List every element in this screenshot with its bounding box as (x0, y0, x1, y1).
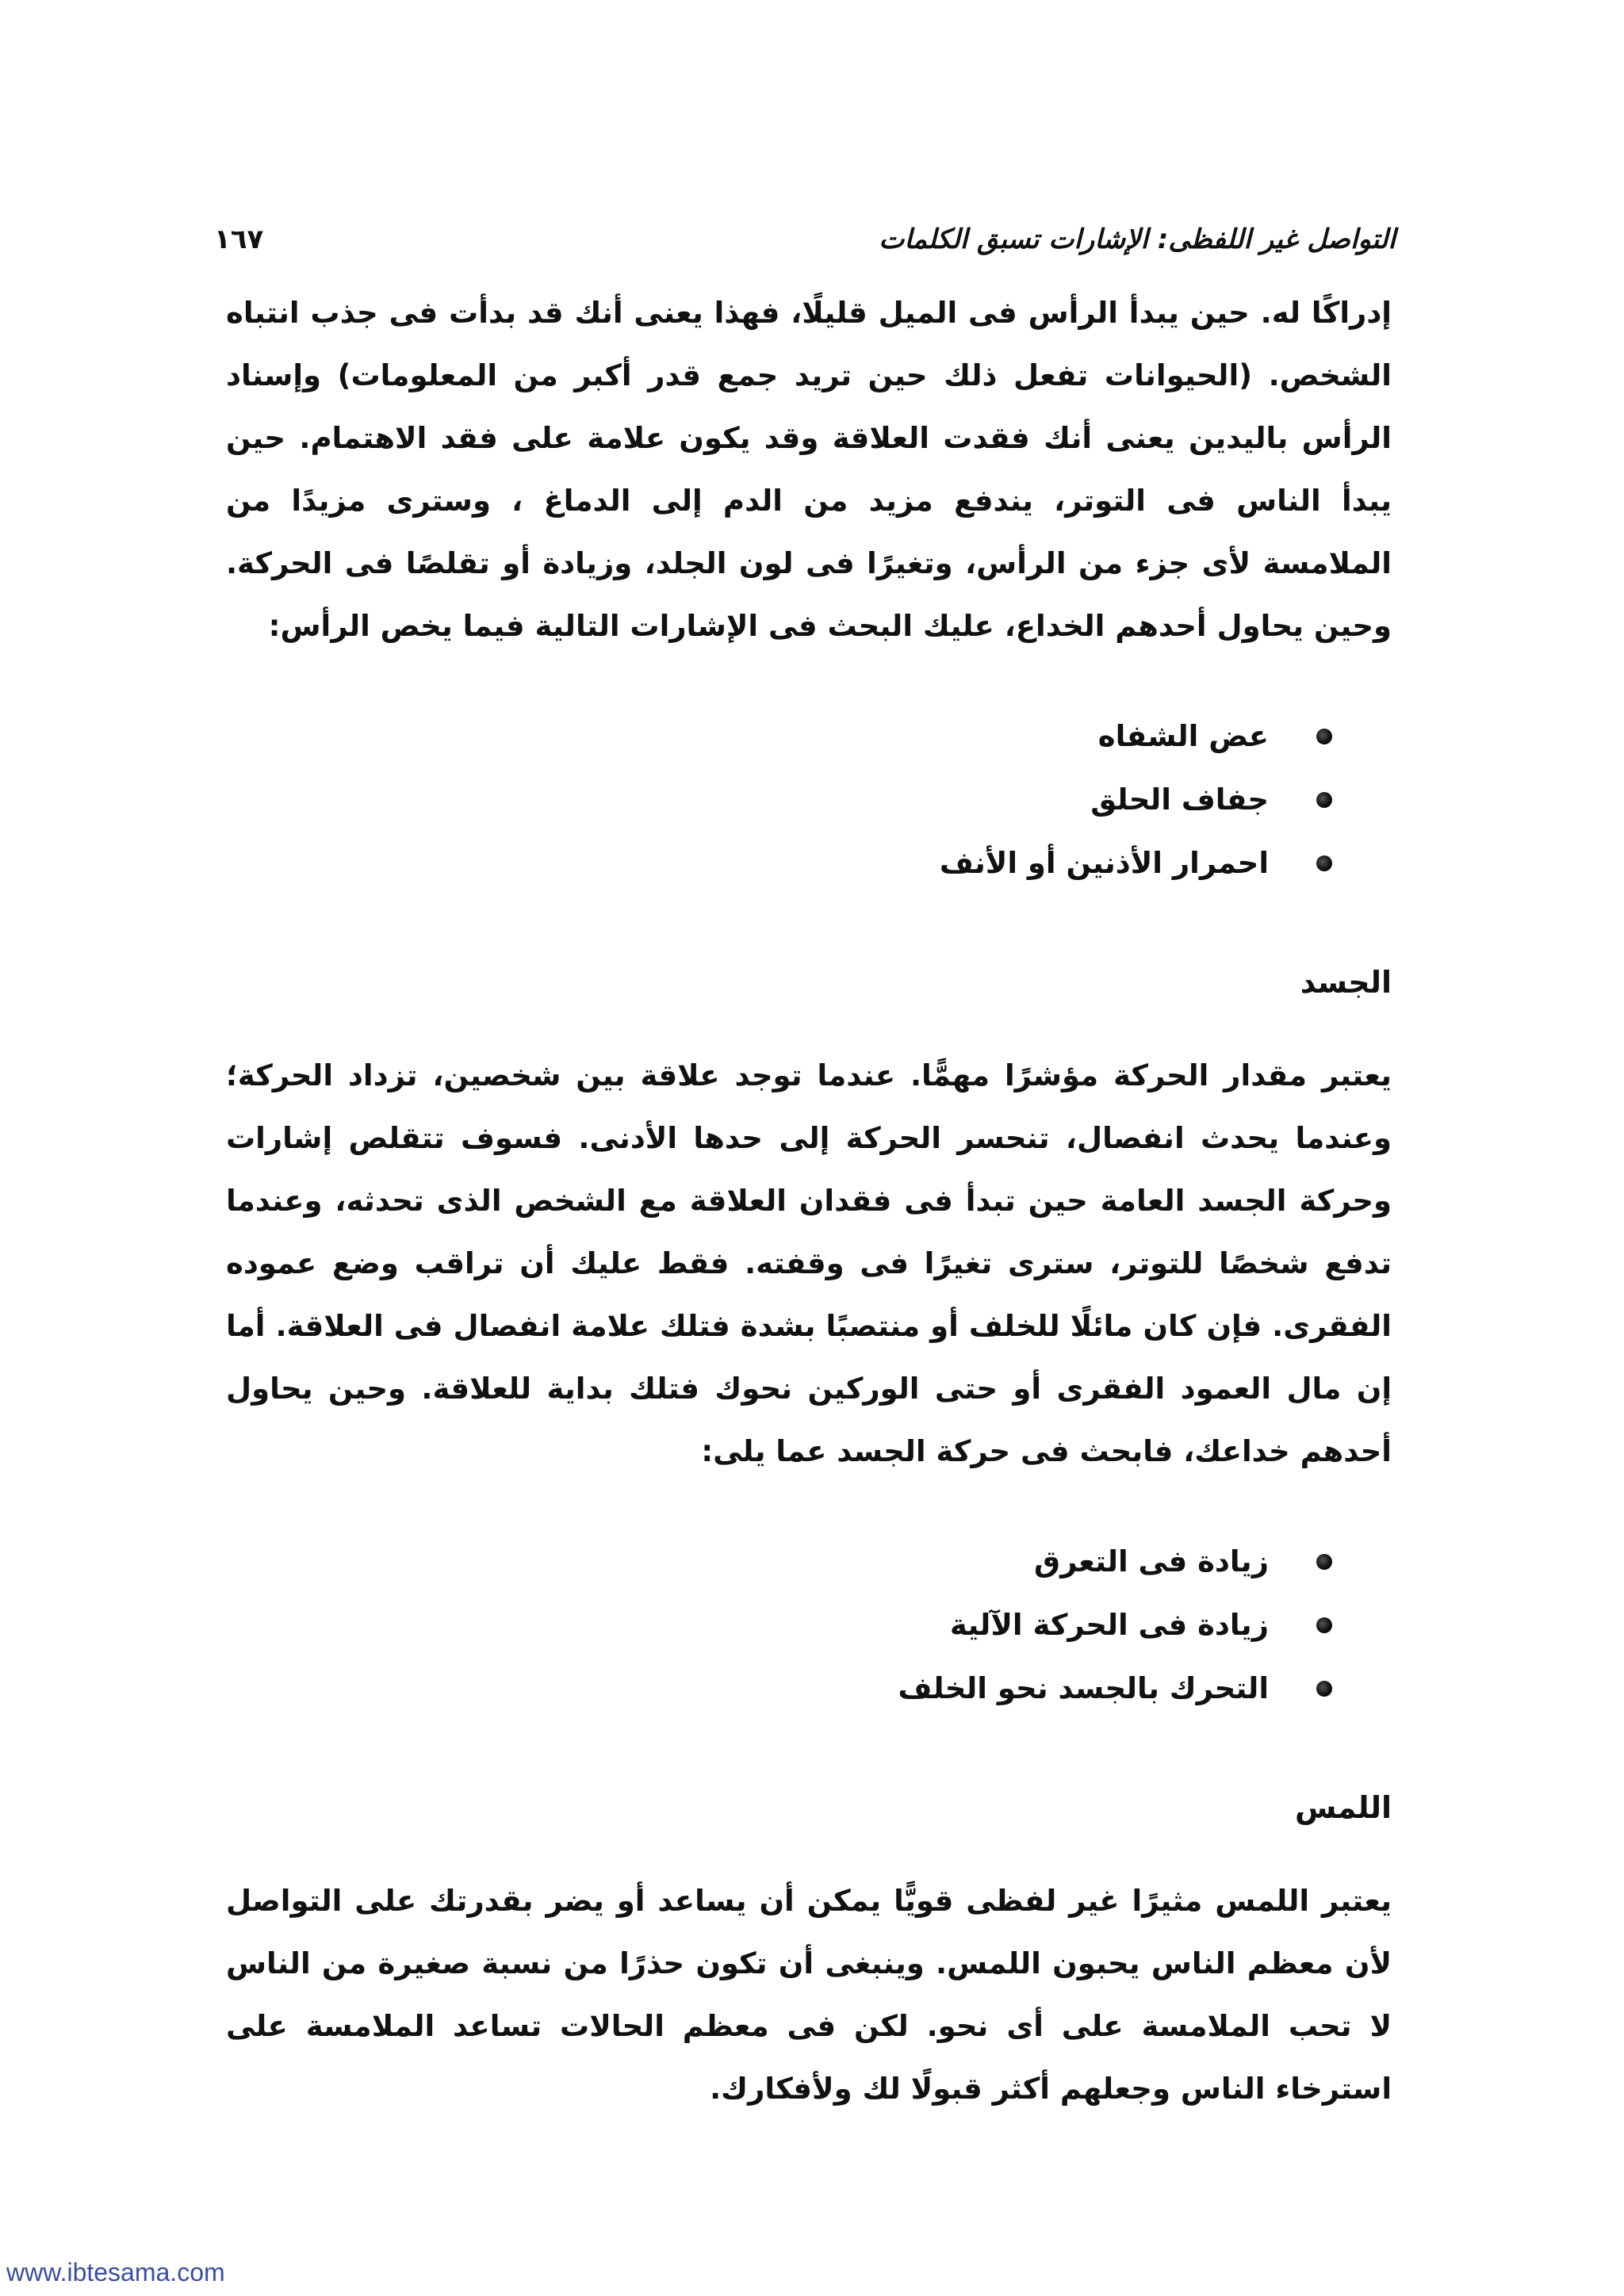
bullet-list-body (226, 1530, 1392, 1720)
paragraph-body-movement: يعتبر مقدار الحركة مؤشرًا مهمًّا. عندما توجد علاقة بين شخصين، تزداد الحركة؛ وعندما يحدث انفصال، تنحسر الحركة إلى حدها الأدنى. فسوف تتقلص إشارات وحركة الجسد العامة حين تبدأ فى فقدان العلاقة مع الشخص الذى تحدثه، وعندما تدفع شخصًا للتوتر، سترى تغيرًا فى وقفته. فقط عليك أن تراقب وضع عموده الفقرى. فإن كان مائلًا للخلف أو منتصبًا بشدة فتلك علامة انفصال فى العلاقة. أما إن مال العمود الفقرى أو حتى الوركين نحوك فتلك بداية للعلاقة. وحين يحاول أحدهم خداعك، فابحث فى حركة الجسد عما يلى: (226, 1058, 1392, 1468)
list-item-text: عض الشفاه (1097, 719, 1269, 753)
paragraph-head-signals: إدراكًا له. حين يبدأ الرأس فى الميل قليلًا، فهذا يعنى أنك قد بدأت فى جذب انتباه الشخص. (الحيوانات تفعل ذلك حين تريد جمع قدر أكبر من المعلومات) وإسناد الرأس باليدين يعنى أنك فقدت العلاقة وقد يكون علامة على فقد الاهتمام. حين يبدأ الناس فى التوتر، يندفع مزيد من الدم إلى الدماغ ، وسترى مزيدًا من الملامسة لأى جزء من الرأس، وتغيرًا فى لون الجلد، وزيادة أو تقلصًا فى الحركة. وحين يحاول أحدهم الخداع، عليك البحث فى الإشارات التالية فيما يخص الرأس: (226, 296, 1392, 643)
list-item-text: زيادة فى الحركة الآلية (949, 1608, 1269, 1642)
section-heading-body: الجسد (1300, 965, 1392, 1000)
page-content (226, 281, 1392, 2120)
list-item-text: احمرار الأذنين أو الأنف (939, 846, 1269, 880)
list-item-text: جفاف الحلق (1090, 783, 1269, 817)
page-header (214, 216, 1396, 263)
section-heading-touch: اللمس (1295, 1790, 1392, 1825)
round-bullet-icon (1316, 792, 1332, 808)
list-item-text: زيادة فى التعرق (1034, 1544, 1269, 1578)
bullet-list-head (226, 705, 1392, 895)
page-number: ١٦٧ (214, 224, 264, 255)
list-item (226, 768, 1332, 832)
list-item-text: التحرك بالجسد نحو الخلف (898, 1671, 1269, 1705)
list-item (226, 832, 1332, 895)
round-bullet-icon (1316, 1617, 1332, 1633)
round-bullet-icon (1316, 855, 1332, 871)
footer-website-link[interactable]: www.ibtesama.com (6, 2258, 225, 2286)
list-item (226, 1594, 1332, 1657)
round-bullet-icon (1316, 1554, 1332, 1570)
round-bullet-icon (1316, 729, 1332, 744)
round-bullet-icon (1316, 1681, 1332, 1697)
running-header-title: التواصل غير اللفظى: الإشارات تسبق الكلمات (879, 224, 1396, 255)
paragraph-touch: يعتبر اللمس مثيرًا غير لفظى قويًّا يمكن أن يساعد أو يضر بقدرتك على التواصل لأن معظم الناس يحبون اللمس. وينبغى أن تكون حذرًا من نسبة صغيرة من الناس لا تحب الملامسة على أى نحو. لكن فى معظم الحالات تساعد الملامسة على استرخاء الناس وجعلهم أكثر قبولًا لك ولأفكارك. (226, 1884, 1392, 2106)
list-item (226, 1530, 1332, 1594)
list-item (226, 705, 1332, 768)
list-item (226, 1657, 1332, 1720)
